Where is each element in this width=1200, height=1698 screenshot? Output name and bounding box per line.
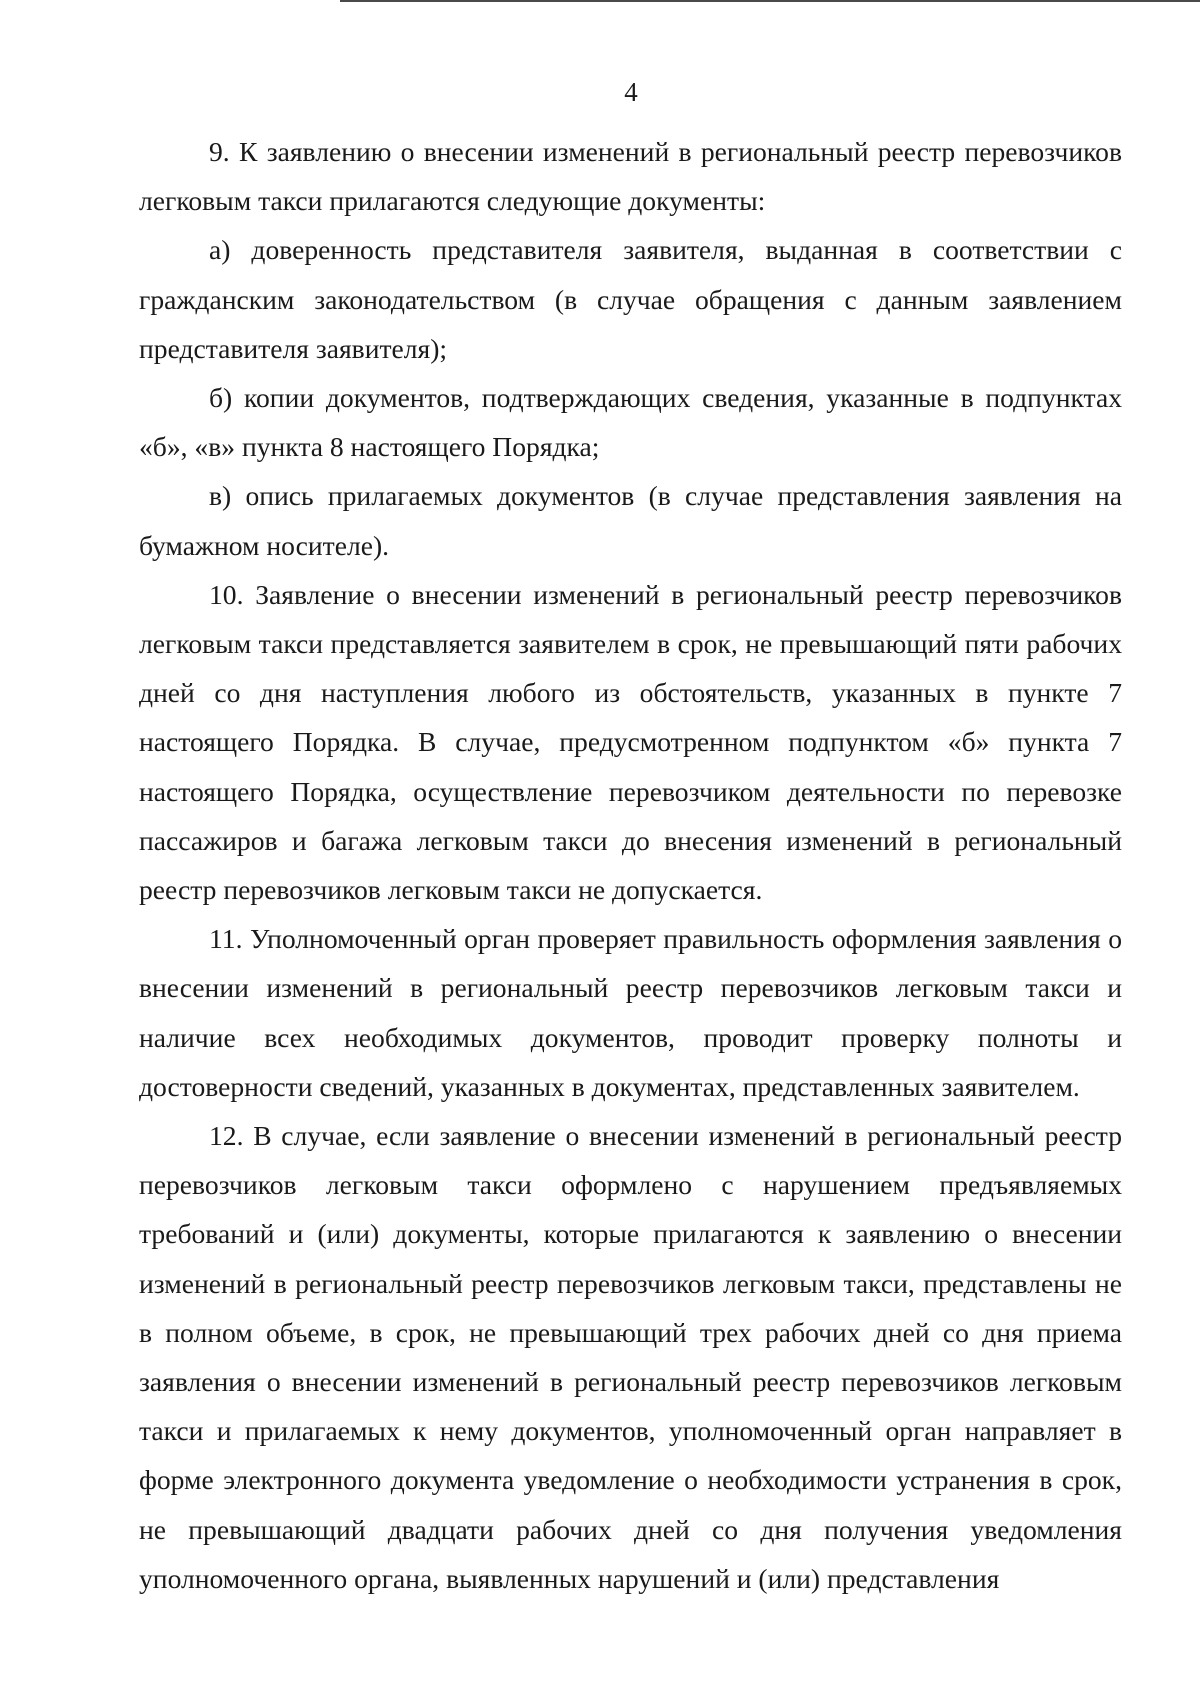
page-number: 4 <box>624 77 638 107</box>
paragraph-10: 10. Заявление о внесении изменений в региональный реестр перевозчиков легковым такси представляется заявителем в срок, не превышающий пяти рабочих дней со дня наступления любого из обстоятельств, указанных в пункте 7 настоящего Порядка. В случае, предусмотренном подпунктом «б» пункта 7 настоящего Порядка, осуществление перевозчиком деятельности по перевозке пассажиров и багажа легковым такси до внесения изменений в региональный реестр перевозчиков легковым такси не допускается. <box>139 578 1122 906</box>
paragraph-9: 9. К заявлению о внесении изменений в региональный реестр перевозчиков легковым такси прилагаются следующие документы: <box>139 136 1122 217</box>
subitem-a: а) доверенность представителя заявителя, выданная в соответствии с гражданским законодательством (в случае обращения с данным заявлением представителя заявителя); <box>139 234 1122 364</box>
top-edge-line <box>340 0 1200 2</box>
document-body <box>139 127 1122 1603</box>
subitem-b: б) копии документов, подтверждающих сведения, указанные в подпунктах «б», «в» пункта 8 настоящего Порядка; <box>139 382 1122 463</box>
subitem-v: в) опись прилагаемых документов (в случае представления заявления на бумажном носителе). <box>139 480 1122 561</box>
paragraph-11: 11. Уполномоченный орган проверяет правильность оформления заявления о внесении изменений в региональный реестр перевозчиков легковым такси и наличие всех необходимых документов, проводит проверку полноты и достоверности сведений, указанных в документах, представленных заявителем. <box>139 923 1122 1102</box>
paragraph-12: 12. В случае, если заявление о внесении изменений в региональный реестр перевозчиков легковым такси оформлено с нарушением предъявляемых требований и (или) документы, которые прилагаются к заявлению о внесении изменений в региональный реестр перевозчиков легковым такси, представлены не в полном объеме, в срок, не превышающий трех рабочих дней со дня приема заявления о внесении изменений в региональный реестр перевозчиков легковым такси и прилагаемых к нему документов, уполномоченный орган направляет в форме электронного документа уведомление о необходимости устранения в срок, не превышающий двадцати рабочих дней со дня получения уведомления уполномоченного органа, выявленных нарушений и (или) представления <box>139 1120 1122 1594</box>
